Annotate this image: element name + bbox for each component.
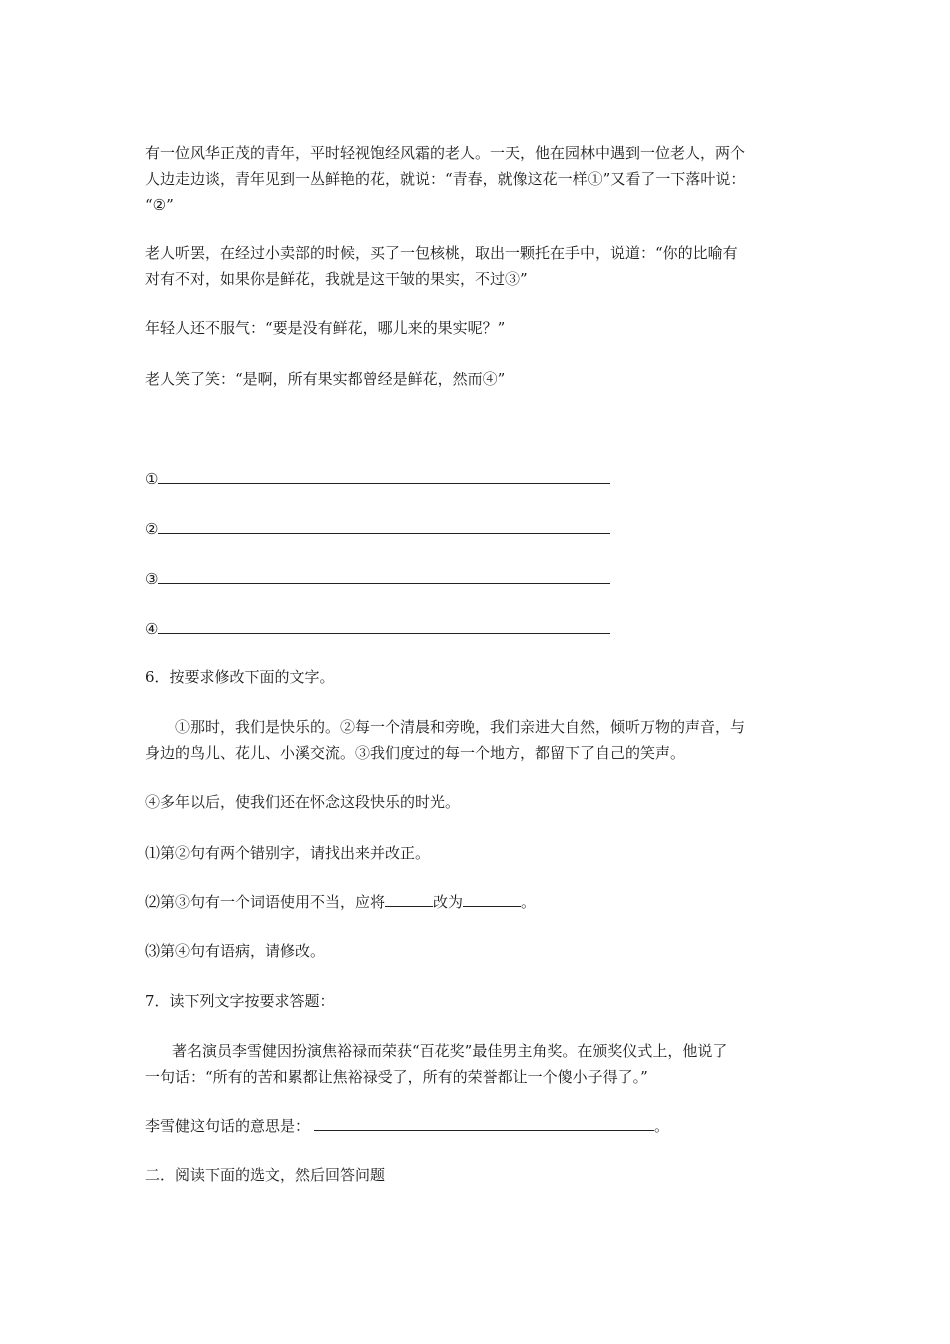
q6-text-line-1: ①那时，我们是快乐的。②每一个清晨和旁晚，我们亲进大自然，倾听万物的声音，与 [175, 718, 746, 736]
answer-marker-1: ① [145, 470, 159, 488]
q6-sub-2 [145, 889, 536, 915]
answer-line-1[interactable] [145, 466, 610, 492]
passage-p2-line-2: 对有不对，如果你是鲜花，我就是这干皱的果实，不过③” [145, 270, 528, 288]
q7-prompt-end: 。 [654, 1117, 670, 1135]
q6-sub-1: ⑴第②句有两个错别字，请找出来并改正。 [145, 844, 431, 862]
answer-blank-3[interactable] [158, 568, 610, 584]
answer-line-3[interactable] [145, 566, 610, 592]
q6-sub-2-text-b: 改为 [433, 893, 464, 911]
answer-blank-2[interactable] [158, 518, 610, 534]
q6-text-line-2: 身边的鸟儿、花儿、小溪交流。③我们度过的每一个地方，都留下了自己的笑声。 [145, 744, 686, 762]
section2-title: 二．阅读下面的选文，然后回答问题 [145, 1166, 386, 1184]
q7-text-line-1: 著名演员李雪健因扮演焦裕禄而荣获“百花奖”最佳男主角奖。在颁奖仪式上，他说了 [172, 1042, 728, 1060]
passage-line-1: 有一位风华正茂的青年，平时轻视饱经风霜的老人。一天，他在园林中遇到一位老人，两个 [145, 144, 746, 162]
answer-marker-2: ② [145, 520, 159, 538]
answer-marker-4: ④ [145, 620, 159, 638]
answer-blank-1[interactable] [158, 468, 610, 484]
passage-p2-line-1: 老人听罢，在经过小卖部的时候，买了一包核桃，取出一颗托在手中，说道：“你的比喻有 [145, 244, 738, 262]
passage-p3: 年轻人还不服气：“要是没有鲜花，哪儿来的果实呢？” [145, 319, 506, 337]
passage-line-2: 人边走边谈，青年见到一丛鲜艳的花，就说：“青春，就像这花一样①”又看了一下落叶说： [145, 170, 746, 188]
answer-marker-3: ③ [145, 570, 159, 588]
q6-sub-2-blank-1[interactable] [385, 891, 433, 907]
q6-sub-2-text-c: 。 [521, 893, 537, 911]
passage-line-3: “②” [145, 196, 174, 214]
answer-line-4[interactable] [145, 616, 610, 642]
q7-prompt-line [145, 1113, 669, 1139]
q7-title: 7．读下列文字按要求答题： [145, 992, 335, 1010]
q6-sub-3: ⑶第④句有语病，请修改。 [145, 942, 326, 960]
q7-prompt: 李雪健这句话的意思是： [145, 1117, 311, 1135]
q6-sub-2-blank-2[interactable] [463, 891, 521, 907]
passage-p4: 老人笑了笑：“是啊，所有果实都曾经是鲜花，然而④” [145, 370, 506, 388]
answer-blank-4[interactable] [158, 618, 610, 634]
q7-answer-blank[interactable] [314, 1115, 654, 1131]
q6-text-line-3: ④多年以后，使我们还在怀念这段快乐的时光。 [145, 793, 461, 811]
q7-text-line-2: 一句话：“所有的苦和累都让焦裕禄受了，所有的荣誉都让一个傻小子得了。” [145, 1068, 648, 1086]
answer-line-2[interactable] [145, 516, 610, 542]
q6-sub-2-text-a: ⑵第③句有一个词语使用不当，应将 [145, 893, 386, 911]
q6-title: 6．按要求修改下面的文字。 [145, 668, 335, 686]
